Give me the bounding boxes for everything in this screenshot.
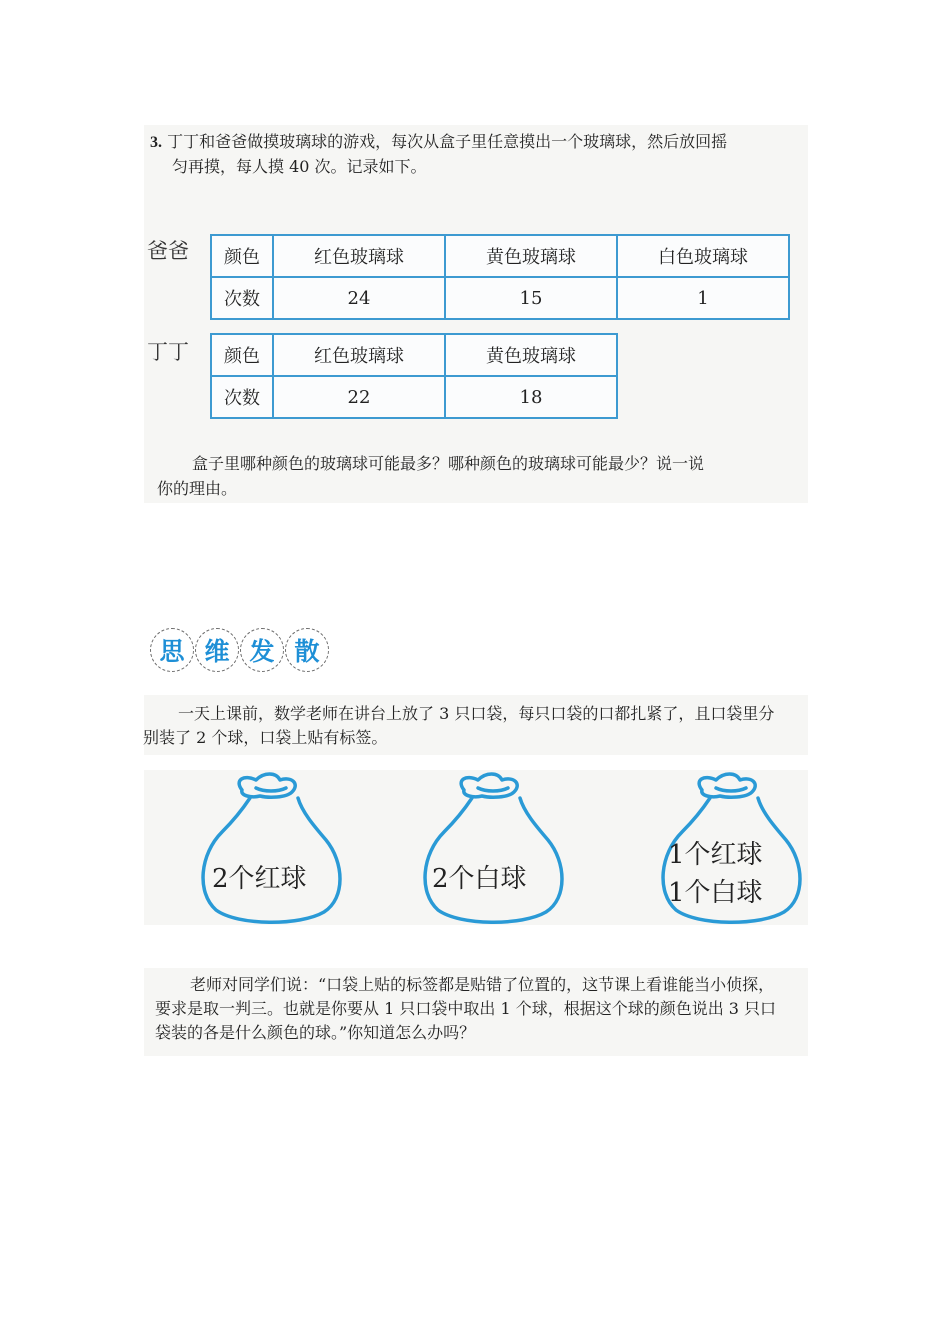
bag-label-3-line2: 1个白球 — [668, 878, 763, 908]
table-cell: 24 — [273, 277, 445, 319]
bag-label-3-line1: 1个红球 — [668, 840, 763, 870]
dad-label: 爸爸 — [147, 239, 189, 263]
dad-record-table — [210, 234, 790, 320]
table-row — [211, 376, 617, 418]
section-title-char-3: 发 — [240, 628, 284, 672]
table-cell: 白色玻璃球 — [617, 235, 789, 277]
table-cell: 1 — [617, 277, 789, 319]
table-cell: 黄色玻璃球 — [445, 334, 617, 376]
section-title-char-2: 维 — [195, 628, 239, 672]
problem3-question-line1: 盒子里哪种颜色的玻璃球可能最多？哪种颜色的玻璃球可能最少？说一说 — [192, 454, 705, 473]
teacher-line3: 袋装的各是什么颜色的球。”你知道怎么办吗？ — [155, 1023, 476, 1042]
table-cell: 红色玻璃球 — [273, 235, 445, 277]
teacher-line2: 要求是取一判三。也就是你要从 1 只口袋中取出 1 个球，根据这个球的颜色说出 3 只口 — [155, 999, 777, 1018]
dingding-label: 丁丁 — [147, 340, 189, 364]
table-row — [211, 235, 789, 277]
dingding-record-table — [210, 333, 618, 419]
problem3-question-line2: 你的理由。 — [157, 479, 238, 498]
row-header-count: 次数 — [211, 376, 273, 418]
table-cell: 15 — [445, 277, 617, 319]
row-header-count: 次数 — [211, 277, 273, 319]
bag-icon-1 — [203, 774, 340, 922]
table-cell: 22 — [273, 376, 445, 418]
table-cell: 黄色玻璃球 — [445, 235, 617, 277]
bag-label-2: 2个白球 — [432, 864, 527, 894]
table-cell: 18 — [445, 376, 617, 418]
problem3-line1-text: 丁丁和爸爸做摸玻璃球的游戏，每次从盒子里任意摸出一个玻璃球，然后放回摇 — [167, 132, 728, 151]
section-title-char-4: 散 — [285, 628, 329, 672]
teacher-line1: 老师对同学们说：“口袋上贴的标签都是贴错了位置的，这节课上看谁能当小侦探， — [190, 975, 775, 994]
table-row — [211, 334, 617, 376]
table-cell: 红色玻璃球 — [273, 334, 445, 376]
intro-line2: 别装了 2 个球，口袋上贴有标签。 — [143, 728, 388, 747]
problem3-text-line2: 匀再摸，每人摸 40 次。记录如下。 — [172, 157, 427, 176]
bag-label-1: 2个红球 — [212, 864, 307, 894]
row-header-color: 颜色 — [211, 334, 273, 376]
bag-icon-2 — [425, 774, 562, 922]
table-row — [211, 277, 789, 319]
section-title-char-1: 思 — [150, 628, 194, 672]
problem-number: 3. — [150, 134, 162, 151]
row-header-color: 颜色 — [211, 235, 273, 277]
problem3-text-line1 — [150, 130, 727, 155]
intro-line1: 一天上课前，数学老师在讲台上放了 3 只口袋，每只口袋的口都扎紧了，且口袋里分 — [178, 704, 775, 723]
